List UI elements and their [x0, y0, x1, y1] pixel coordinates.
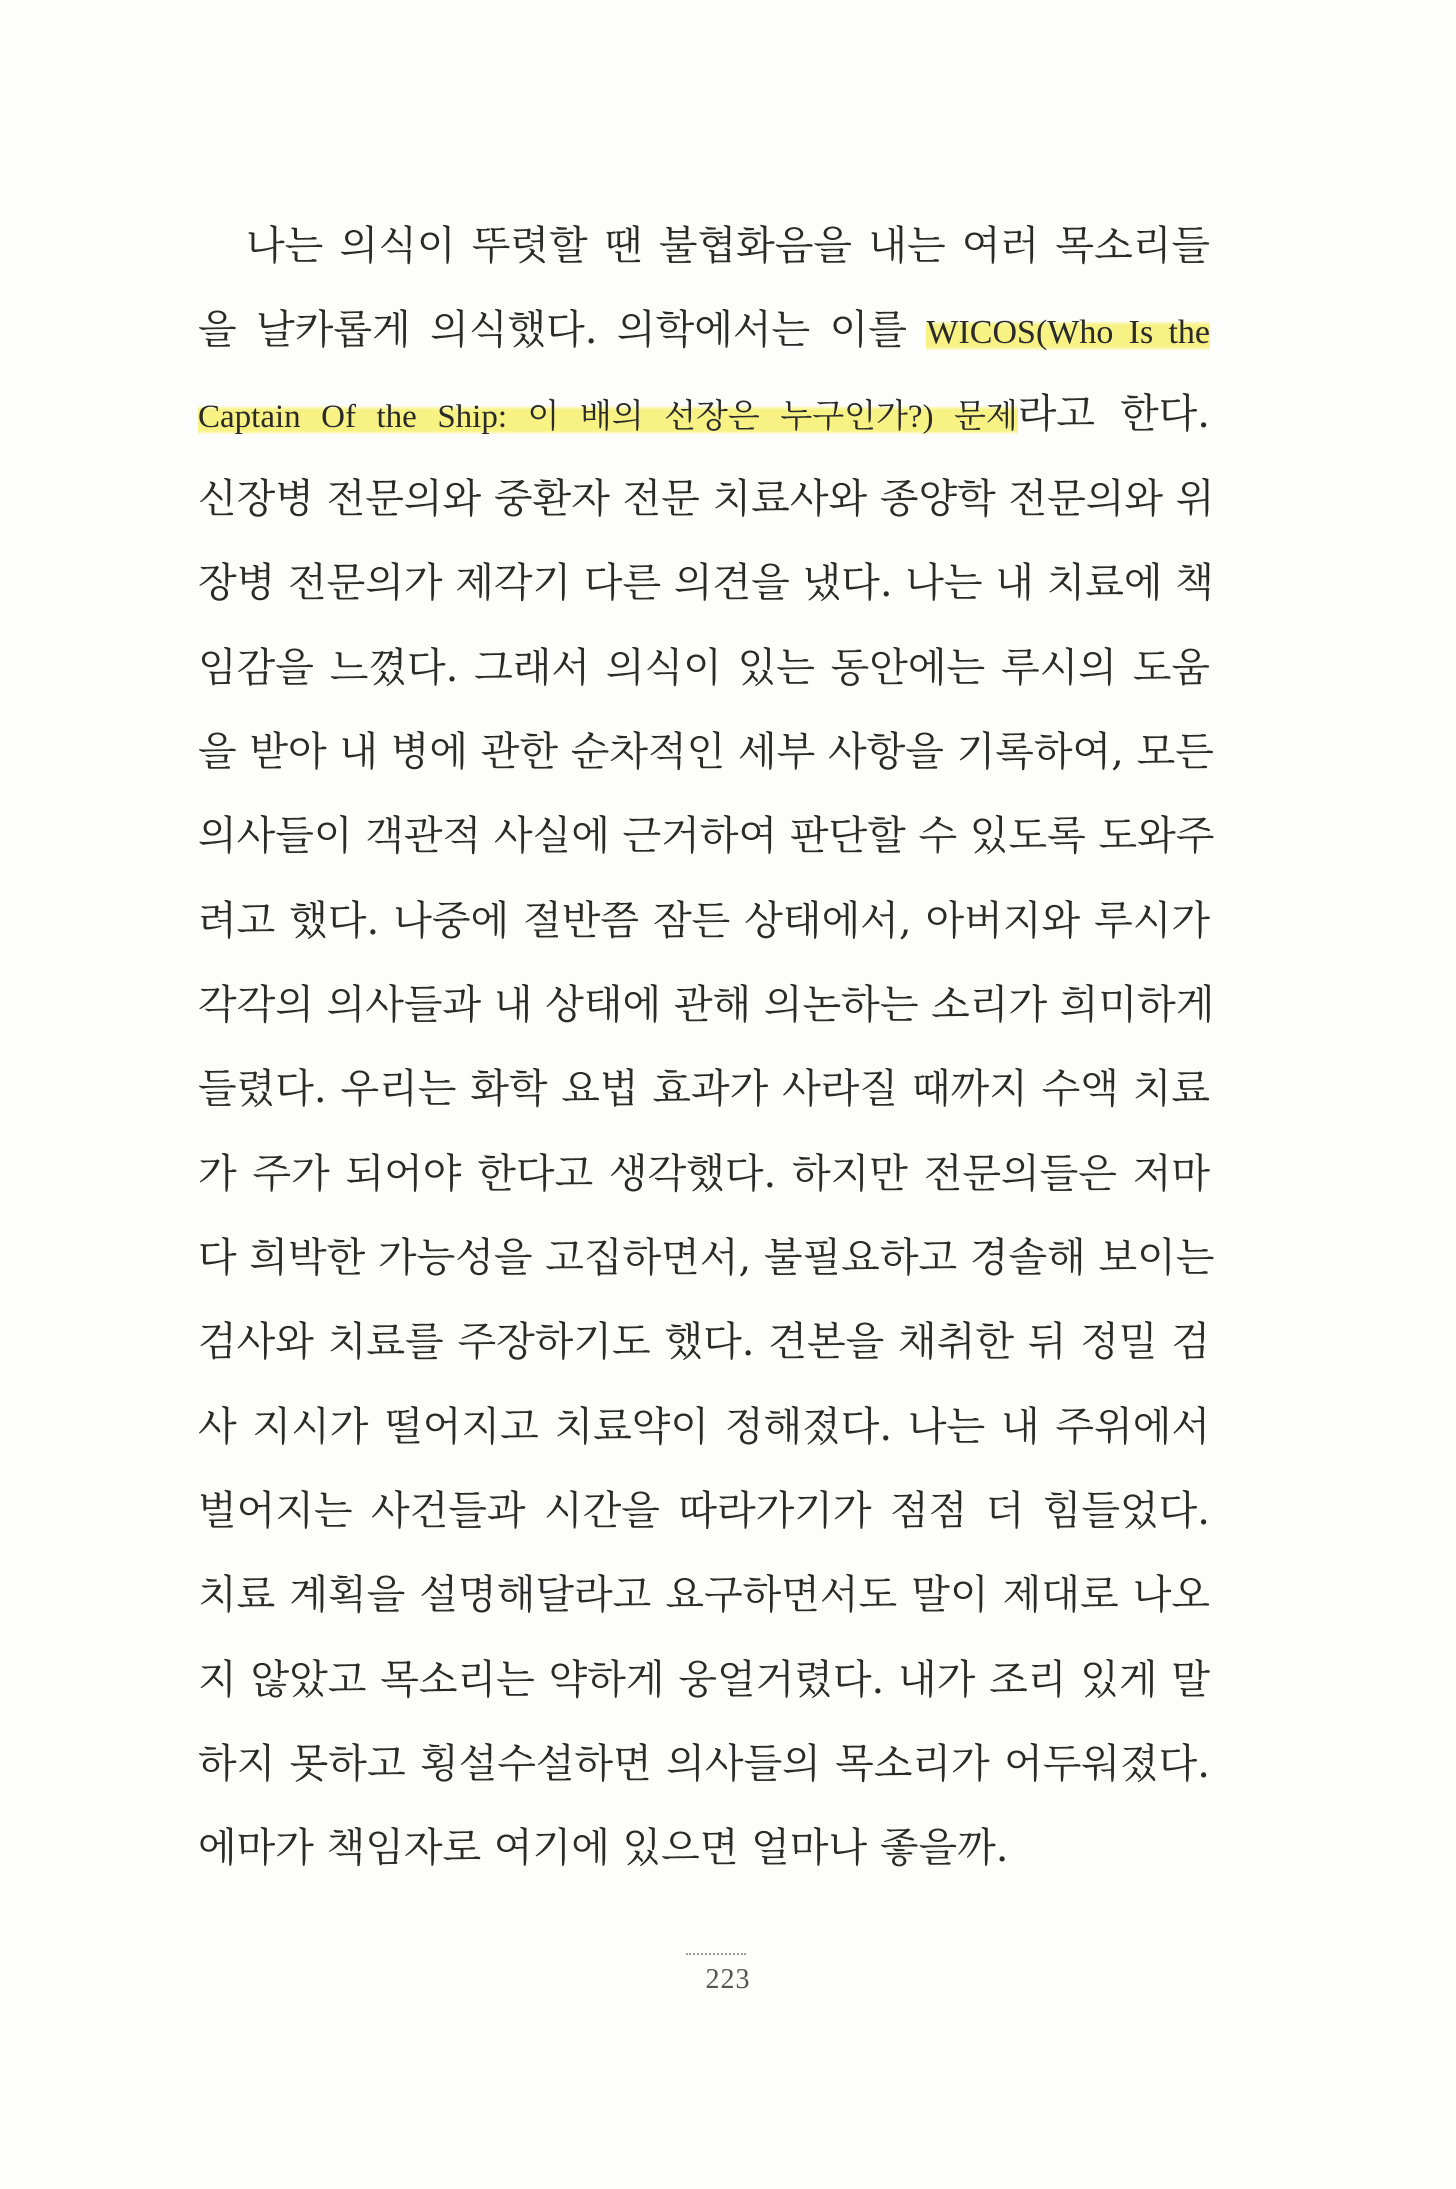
text-line-13: 다 희박한 가능성을 고집하면서, 불필요하고 경솔해 보이는	[198, 1235, 1215, 1281]
text-line-2-korean: 을 날카롭게 의식했다. 의학에서는 이를	[198, 307, 927, 353]
text-line-2	[198, 300, 1210, 360]
text-line-11: 들렸다. 우리는 화학 요법 효과가 사라질 때까지 수액 치료	[198, 1066, 1210, 1112]
text-line-8: 의사들이 객관적 사실에 근거하여 판단할 수 있도록 도와주	[198, 813, 1215, 859]
highlighted-text-2: Captain Of the Ship: 이 배의 선장은 누구인가?) 문제	[198, 399, 1018, 435]
text-line-3	[198, 384, 1210, 444]
text-line-10: 각각의 의사들과 내 상태에 관해 의논하는 소리가 희미하게	[198, 982, 1215, 1028]
text-line-4: 신장병 전문의와 중환자 전문 치료사와 종양학 전문의와 위	[198, 476, 1215, 522]
text-line-12: 가 주가 되어야 한다고 생각했다. 하지만 전문의들은 저마	[198, 1151, 1210, 1197]
text-line-18: 지 않았고 목소리는 약하게 웅얼거렸다. 내가 조리 있게 말	[198, 1657, 1210, 1703]
text-line-17: 치료 계획을 설명해달라고 요구하면서도 말이 제대로 나오	[198, 1572, 1210, 1618]
text-line-9: 려고 했다. 나중에 절반쯤 잠든 상태에서, 아버지와 루시가	[198, 898, 1210, 944]
text-line-20: 에마가 책임자로 여기에 있으면 얼마나 좋을까.	[198, 1825, 1009, 1871]
text-line-19: 하지 못하고 횡설수설하면 의사들의 목소리가 어두워졌다.	[198, 1741, 1210, 1787]
text-line-15: 사 지시가 떨어지고 치료약이 정해졌다. 나는 내 주위에서	[198, 1404, 1210, 1450]
page-number: 223	[705, 1964, 751, 1995]
text-line-7: 을 받아 내 병에 관한 순차적인 세부 사항을 기록하여, 모든	[198, 729, 1214, 775]
highlighted-text-1: WICOS(Who Is the	[926, 314, 1210, 351]
text-line-16: 벌어지는 사건들과 시간을 따라가기가 점점 더 힘들었다.	[198, 1488, 1210, 1534]
page-number-divider	[686, 1953, 746, 1955]
text-line-14: 검사와 치료를 주장하기도 했다. 견본을 채취한 뒤 정밀 검	[198, 1319, 1210, 1365]
text-line-1: 나는 의식이 뚜렷할 땐 불협화음을 내는 여러 목소리들	[246, 223, 1210, 269]
text-line-3-rest: 라고 한다.	[1017, 391, 1211, 437]
text-line-6: 임감을 느꼈다. 그래서 의식이 있는 동안에는 루시의 도움	[198, 645, 1210, 691]
text-line-5: 장병 전문의가 제각기 다른 의견을 냈다. 나는 내 치료에 책	[198, 560, 1214, 606]
